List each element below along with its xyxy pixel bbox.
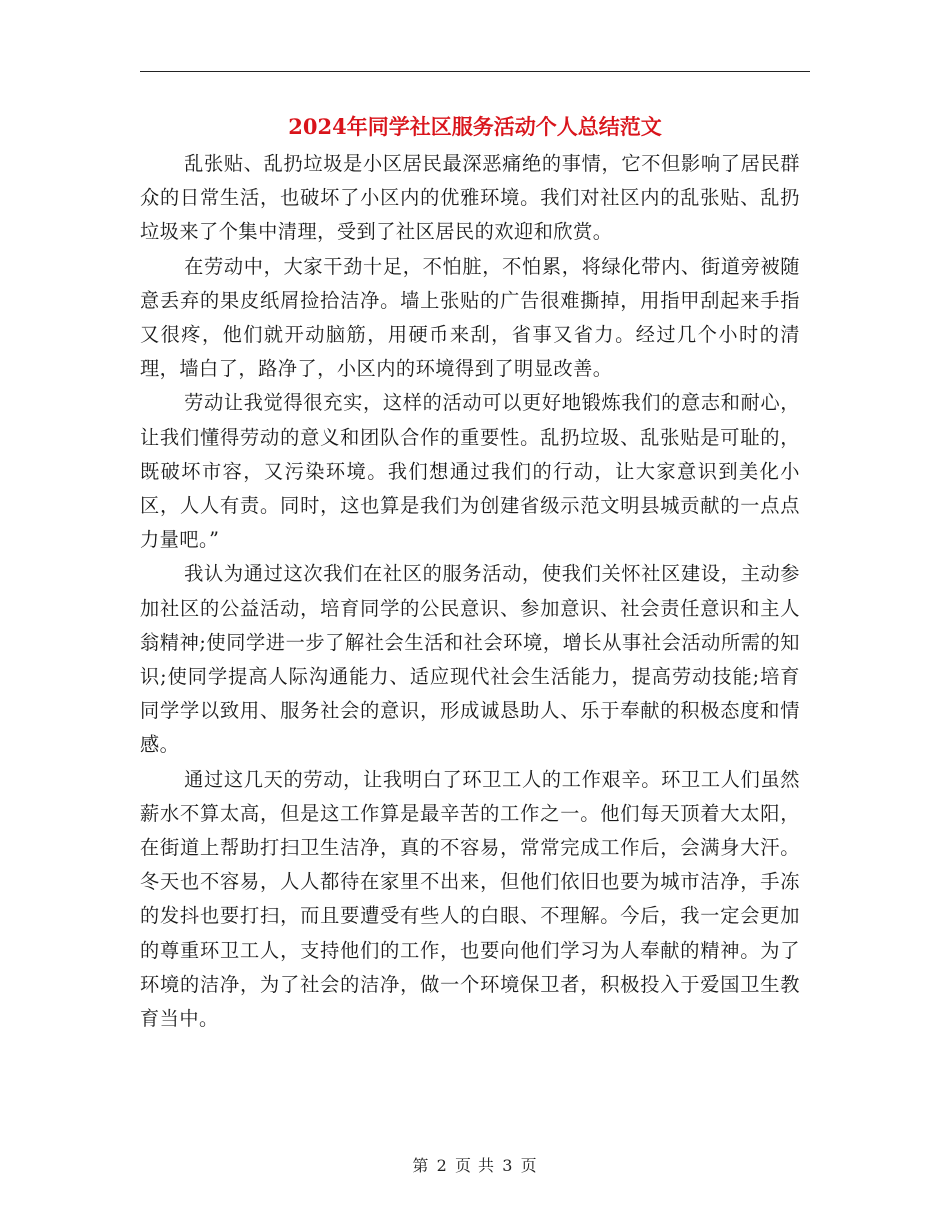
document-title: 2024年同学社区服务活动个人总结范文	[288, 114, 662, 139]
paragraph: 通过这几天的劳动，让我明白了环卫工人的工作艰辛。环卫工人们虽然薪水不算太高，但是这工作算是最辛苦的工作之一。他们每天顶着大太阳，在街道上帮助打扫卫生洁净，真的不容易，常常完成工作后，会满身大汗。冬天也不容易，人人都待在家里不出来，但他们依旧也要为城市洁净，手冻的发抖也要打扫，而且要遭受有些人的白眼、不理解。今后，我一定会更加的尊重环卫工人，支持他们的工作，也要向他们学习为人奉献的精神。为了环境的洁净，为了社会的洁净，做一个环境保卫者，积极投入于爱国卫生教育当中。	[140, 767, 800, 1031]
document-body	[140, 147, 800, 1036]
footer-middle: 页 共	[454, 1156, 496, 1175]
footer-total-pages: 3	[502, 1156, 514, 1175]
footer-page-number: 2	[436, 1156, 448, 1175]
paragraph: 乱张贴、乱扔垃圾是小区居民最深恶痛绝的事情，它不但影响了居民群众的日常生活，也破坏了小区内的优雅环境。我们对社区内的乱张贴、乱扔垃圾来了个集中清理，受到了社区居民的欢迎和欣赏。	[140, 152, 800, 244]
header-rule	[140, 71, 810, 72]
paragraph: 劳动让我觉得很充实，这样的活动可以更好地锻炼我们的意志和耐心，让我们懂得劳动的意义和团队合作的重要性。乱扔垃圾、乱张贴是可耻的，既破坏市容，又污染环境。我们想通过我们的行动，让大家意识到美化小区，人人有责。同时，这也算是我们为创建省级示范文明县城贡献的一点点力量吧。”	[140, 391, 800, 552]
page-footer	[0, 1155, 950, 1177]
paragraph: 我认为通过这次我们在社区的服务活动，使我们关怀社区建设，主动参加社区的公益活动，培育同学的公民意识、参加意识、社会责任意识和主人翁精神;使同学进一步了解社会生活和社会环境，增长从事社会活动所需的知识;使同学提高人际沟通能力、适应现代社会生活能力，提高劳动技能;培育同学学以致用、服务社会的意识，形成诚恳助人、乐于奉献的积极态度和情感。	[140, 562, 800, 757]
paragraph: 在劳动中，大家干劲十足，不怕脏，不怕累，将绿化带内、街道旁被随意丢弃的果皮纸屑捡拾洁净。墙上张贴的广告很难撕掉，用指甲刮起来手指又很疼，他们就开动脑筋，用硬币来刮，省事又省力。经过几个小时的清理，墙白了，路净了，小区内的环境得到了明显改善。	[140, 254, 800, 381]
footer-prefix: 第	[412, 1156, 430, 1175]
footer-suffix: 页	[520, 1156, 538, 1175]
